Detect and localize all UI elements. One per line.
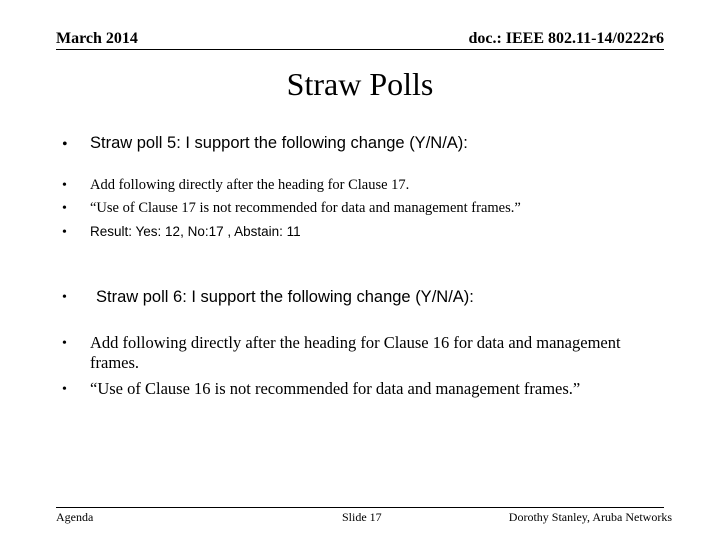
- straw-poll-5-heading: Straw poll 5: I support the following change (Y/N/A):: [90, 134, 468, 152]
- header-date: March 2014: [56, 30, 138, 47]
- poll-6-quote: “Use of Clause 16 is not recommended for data and management frames.”: [90, 379, 581, 398]
- poll-6-instruction-line-2: frames.: [90, 353, 140, 372]
- footer-author: Dorothy Stanley, Aruba Networks: [508, 510, 672, 524]
- bullet-marker: •: [62, 382, 67, 397]
- footer-slide-number: Slide 17: [342, 510, 382, 524]
- slide-title: Straw Polls: [286, 66, 434, 102]
- header-doc-id: doc.: IEEE 802.11-14/0222r6: [468, 30, 664, 47]
- footer-rule: [56, 507, 664, 508]
- bullet-marker: •: [62, 336, 67, 351]
- bullet-marker: •: [62, 225, 67, 240]
- poll-5-result: Result: Yes: 12, No:17 , Abstain: 11: [90, 224, 301, 239]
- bullet-marker: •: [62, 136, 68, 153]
- header-rule: [56, 49, 664, 50]
- poll-5-instruction: Add following directly after the heading for Clause 17.: [90, 177, 410, 193]
- bullet-marker: •: [62, 290, 67, 305]
- footer-left: Agenda: [56, 510, 94, 524]
- straw-poll-6-heading: Straw poll 6: I support the following change (Y/N/A):: [96, 288, 474, 306]
- poll-6-instruction-line-1: Add following directly after the heading for Clause 16 for data and management: [90, 333, 621, 352]
- bullet-marker: •: [62, 201, 67, 216]
- poll-5-quote: “Use of Clause 17 is not recommended for data and management frames.”: [90, 200, 521, 216]
- bullet-marker: •: [62, 178, 67, 193]
